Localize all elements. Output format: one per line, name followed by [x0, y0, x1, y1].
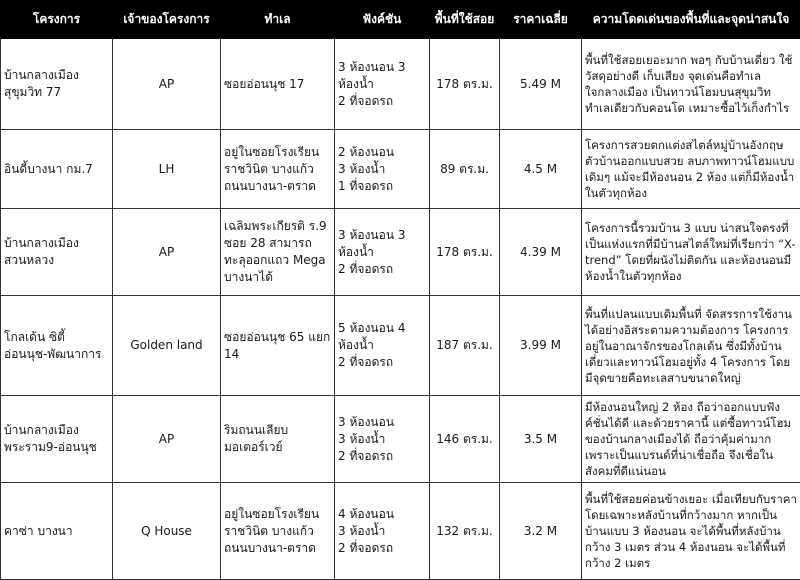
table-row [1, 39, 800, 130]
table-row [1, 209, 800, 296]
cell-highlight: พื้นที่ใช้สอยเยอะมาก พอๆ กับบ้านเดี่ยว ใช้วัสดุอย่างดี เก็บเสียง จุดเด่นคือทำเลใจกลางเมือง เป็นทาวน์โฮมบนสุขุมวิท ทำเลเดียวกับคอนโด เหมาะซื้อไว้เก็งกำไร [582, 39, 800, 130]
table-row [1, 130, 800, 209]
cell-area: 146 ตร.ม. [430, 396, 500, 483]
table-row [1, 396, 800, 483]
cell-price: 4.39 M [500, 209, 582, 296]
cell-developer: Q House [113, 483, 221, 580]
header-row [1, 1, 800, 39]
cell-location: อยู่ในซอยโรงเรียนราชวินิต บางแก้ว ถนนบางนา-ตราด [221, 130, 335, 209]
cell-highlight: มีห้องนอนใหญ่ 2 ห้อง ถือว่าออกแบบฟังค์ชั่นได้ดี และด้วยราคานี้ แต่ซื้อทาวน์โฮมของบ้านกลางเมืองได้ ถือว่าคุ้มค่ามาก เพราะเป็นแบรนด์ที่น่าเชื่อถือ จึงเชื่อในสังคมที่ดีแน่นอน [582, 396, 800, 483]
cell-functions: 3 ห้องนอน 3 ห้องน้ำ 2 ที่จอดรถ [335, 209, 430, 296]
cell-area: 178 ตร.ม. [430, 209, 500, 296]
header-price: ราคาเฉลี่ย [500, 1, 582, 39]
cell-price: 4.5 M [500, 130, 582, 209]
cell-functions: 2 ห้องนอน 3 ห้องน้ำ 1 ที่จอดรถ [335, 130, 430, 209]
cell-highlight: พื้นที่แปลนแบบเดิมพื้นที่ จัดสรรการใช้งานได้อย่างอิสระตามความต้องการ โครงการอยู่ในอาณาจักรของโกลเด้น ซึ่งมีทั้งบ้านเดี่ยวและทาวน์โฮมอยู่ทั้ง 4 โครงการ โดยมีจุดขายคือทะเลสาบขนาดใหญ่ [582, 296, 800, 396]
cell-functions: 5 ห้องนอน 4 ห้องน้ำ 2 ที่จอดรถ [335, 296, 430, 396]
cell-highlight: โครงการสวยตกแต่งสไตล์หมู่บ้านอังกฤษ ตัวบ้านออกแบบสวย ลบภาพทาวน์โฮมแบบเดิมๆ แม้จะมีห้องนอน 2 ห้อง แต่ก็มีห้องน้ำในตัวทุกห้อง [582, 130, 800, 209]
cell-developer: Golden land [113, 296, 221, 396]
cell-functions: 3 ห้องนอน 3 ห้องน้ำ 2 ที่จอดรถ [335, 396, 430, 483]
cell-project: อินดี้บางนา กม.7 [1, 130, 113, 209]
cell-functions: 3 ห้องนอน 3 ห้องน้ำ 2 ที่จอดรถ [335, 39, 430, 130]
cell-developer: AP [113, 39, 221, 130]
cell-developer: AP [113, 209, 221, 296]
cell-area: 178 ตร.ม. [430, 39, 500, 130]
cell-price: 5.49 M [500, 39, 582, 130]
cell-functions: 4 ห้องนอน 3 ห้องน้ำ 2 ที่จอดรถ [335, 483, 430, 580]
header-highlight: ความโดดเด่นของพื้นที่และจุดน่าสนใจ [582, 1, 800, 39]
cell-project: โกลเด้น ซิตี้ อ่อนนุช-พัฒนาการ [1, 296, 113, 396]
table-row [1, 483, 800, 580]
header-developer: เจ้าของโครงการ [113, 1, 221, 39]
header-functions: ฟังค์ชัน [335, 1, 430, 39]
header-project: โครงการ [1, 1, 113, 39]
cell-location: อยู่ในซอยโรงเรียนราชวินิต บางแก้ว ถนนบางนา-ตราด [221, 483, 335, 580]
cell-price: 3.99 M [500, 296, 582, 396]
table-row [1, 296, 800, 396]
cell-project: บ้านกลางเมือง สุขุมวิท 77 [1, 39, 113, 130]
cell-location: ซอยอ่อนนุช 17 [221, 39, 335, 130]
cell-highlight: โครงการนี้รวมบ้าน 3 แบบ น่าสนใจตรงที่เป็นแห่งแรกที่มีบ้านสไตล์ใหม่ที่เรียกว่า “X-trend” โดยที่ผนังไม่ติดกัน และห้องนอนมีห้องน้ำในตัวทุกห้อง [582, 209, 800, 296]
cell-developer: LH [113, 130, 221, 209]
cell-project: บ้านกลางเมือง สวนหลวง [1, 209, 113, 296]
cell-price: 3.5 M [500, 396, 582, 483]
cell-price: 3.2 M [500, 483, 582, 580]
cell-location: เฉลิมพระเกียรติ ร.9 ซอย 28 สามารถทะลุออกแถว Mega บางนาได้ [221, 209, 335, 296]
cell-location: ซอยอ่อนนุช 65 แยก 14 [221, 296, 335, 396]
cell-area: 89 ตร.ม. [430, 130, 500, 209]
header-location: ทำเล [221, 1, 335, 39]
cell-area: 187 ตร.ม. [430, 296, 500, 396]
cell-developer: AP [113, 396, 221, 483]
header-area: พื้นที่ใช้สอย [430, 1, 500, 39]
cell-project: บ้านกลางเมือง พระราม9-อ่อนนุช [1, 396, 113, 483]
cell-area: 132 ตร.ม. [430, 483, 500, 580]
cell-highlight: พื้นที่ใช้สอยค่อนข้างเยอะ เมื่อเทียบกับราคา โดยเฉพาะหลังบ้านที่กว้างมาก หากเป็นบ้านแบบ 3 ห้องนอน จะได้พื้นที่หลังบ้านกว้าง 3 เมตร ส่วน 4 ห้องนอน จะได้พื้นที่กว้าง 2 เมตร [582, 483, 800, 580]
cell-location: ริมถนนเลียบมอเตอร์เวย์ [221, 396, 335, 483]
cell-project: คาซ่า บางนา [1, 483, 113, 580]
